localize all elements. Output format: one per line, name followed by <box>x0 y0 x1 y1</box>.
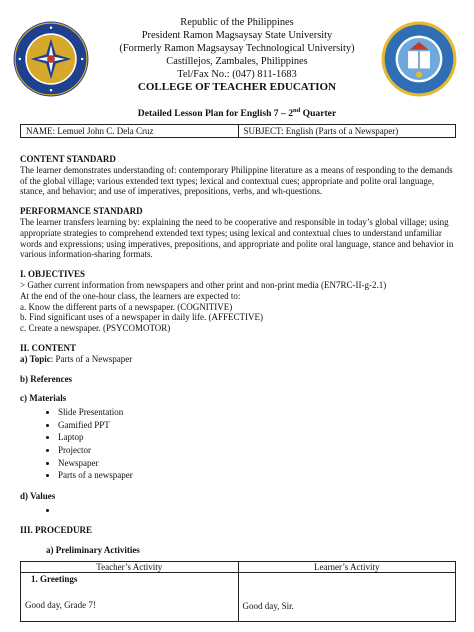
greetings-label: 1. Greetings <box>31 574 78 584</box>
content-heading: II. CONTENT <box>20 342 77 353</box>
content-standard-text: The learner demonstrates understanding of: contemporary Philippine literature as a means of responding to the demands of the global village; various extended text types; lexical and contextual cues; appropriate and polite oral language, stance, and behavior; and use of imperatives, prepositions, verbs, and wh-questions. <box>20 164 453 197</box>
objectives-heading: I. OBJECTIVES <box>20 269 86 280</box>
objective-line: At the end of the one-hour class, the learners are expected to: <box>20 290 241 301</box>
header-line: Castillejos, Zambales, Philippines <box>166 56 308 67</box>
college-name: COLLEGE OF TEACHER EDUCATION <box>137 81 337 93</box>
materials-heading: c) Materials <box>20 393 67 404</box>
document-title <box>0 107 474 119</box>
institution-header <box>96 16 378 94</box>
values-list <box>20 504 460 517</box>
teacher-name-cell: NAME: Lemuel John C. Dela Cruz <box>21 125 239 138</box>
references-heading: b) References <box>20 373 73 384</box>
college-seal-icon <box>380 20 458 98</box>
title-superscript: nd <box>293 107 301 114</box>
title-main: Detailed Lesson Plan for English 7 – 2 <box>137 108 293 120</box>
list-item: • Newspaper <box>58 457 460 470</box>
university-seal-icon <box>12 20 90 98</box>
header-line: (Formerly Ramon Magsaysay Technological University) <box>119 43 355 54</box>
values-heading: d) Values <box>20 490 56 501</box>
list-item <box>58 504 460 517</box>
lesson-body <box>20 154 460 556</box>
teacher-activity-cell <box>21 573 239 622</box>
objective-line: > Gather current information from newspapers and other print and non-print media (EN7RC-II-g-2.1) <box>20 279 387 290</box>
materials-list <box>20 406 460 482</box>
teacher-info-table <box>20 124 456 138</box>
header-line: President Ramon Magsaysay State University <box>141 30 333 41</box>
title-tail: Quarter <box>300 108 337 120</box>
list-item: • Projector <box>58 444 460 457</box>
objective-line: c. Create a newspaper. (PSYCOMOTOR) <box>20 323 171 334</box>
topic-value: : Parts of a Newspaper <box>50 353 133 364</box>
list-item: • Gamified PPT <box>58 419 460 432</box>
topic-label: a) Topic <box>20 353 51 364</box>
teacher-greeting: Good day, Grade 7! <box>25 600 96 610</box>
list-item: • Laptop <box>58 431 460 444</box>
preliminary-activities-heading: a) Preliminary Activities <box>46 544 140 555</box>
learner-activity-cell <box>238 573 456 622</box>
performance-standard-text: The learner transfers learning by: explaining the need to be cooperative and responsible in today’s global village; using appropriate strategies to comprehend extended text types; using lexical and contextual clues to understand unfamiliar words and expressions; using imperatives, prepositions, and appropriate and polite oral language, stance and behavior in various information-sharing formats. <box>20 216 454 260</box>
content-standard-heading: CONTENT STANDARD <box>20 154 116 164</box>
list-item: • Parts of a newspaper <box>58 469 460 482</box>
subject-cell: SUBJECT: English (Parts of a Newspaper) <box>238 125 456 138</box>
activities-table <box>20 561 456 622</box>
header-line: Tel/Fax No.: (047) 811-1683 <box>177 69 297 80</box>
performance-standard-heading: PERFORMANCE STANDARD <box>20 206 143 217</box>
teacher-activity-header: Teacher’s Activity <box>21 562 239 573</box>
topic-line <box>20 354 460 365</box>
learner-activity-header: Learner’s Activity <box>238 562 456 573</box>
list-item: • Slide Presentation <box>58 406 460 419</box>
procedure-heading: III. PROCEDURE <box>20 525 93 536</box>
objective-line: b. Find significant uses of a newspaper in daily life. (AFFECTIVE) <box>20 312 263 323</box>
header-line: Republic of the Philippines <box>180 17 294 28</box>
learner-greeting: Good day, Sir. <box>242 601 294 611</box>
objective-line: a. Know the different parts of a newspaper. (COGNITIVE) <box>20 301 233 312</box>
